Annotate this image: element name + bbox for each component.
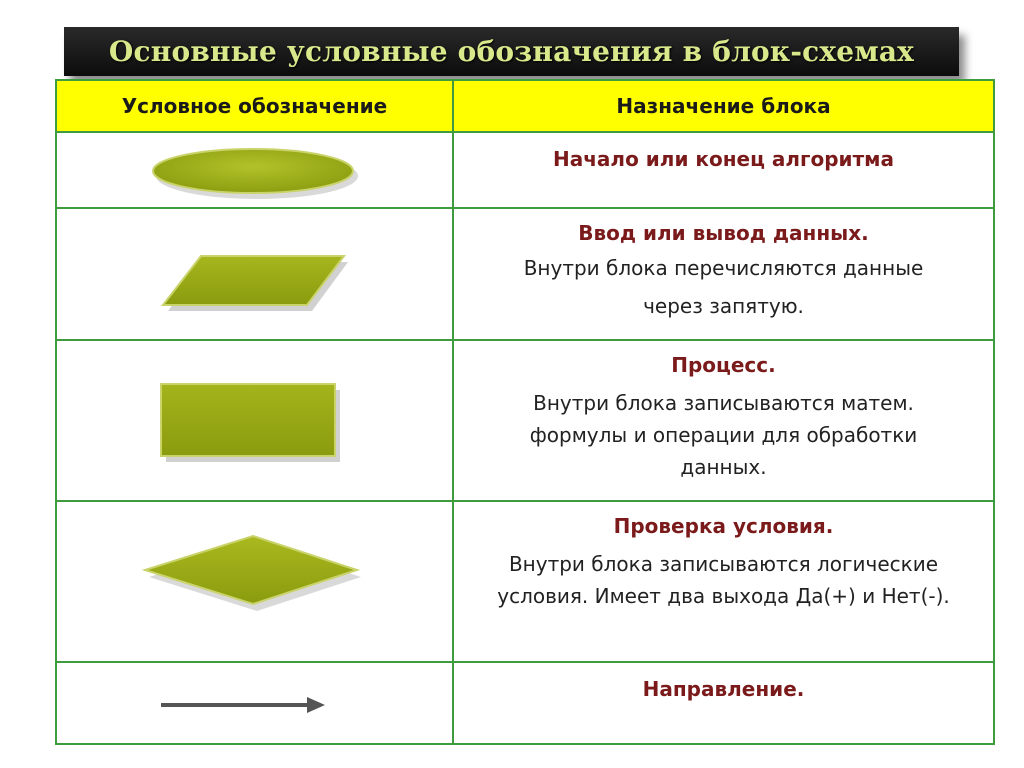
header-row	[56, 80, 994, 132]
description-body	[454, 387, 993, 483]
description-title: Начало или конец алгоритма	[552, 147, 895, 171]
description-cell	[453, 662, 994, 744]
description-line: данных.	[680, 455, 767, 479]
description-cell	[453, 501, 994, 662]
header-symbol: Условное обозначение	[56, 80, 453, 132]
description-cell	[453, 340, 994, 501]
rhombus-icon	[57, 502, 452, 661]
description-line: Внутри блока записываются логические	[508, 552, 939, 576]
parallelogram-icon	[57, 209, 452, 339]
description-line: условия. Имеет два выхода Да(+) и Нет(-).	[497, 584, 950, 608]
symbol-cell	[56, 662, 453, 744]
description-cell	[453, 208, 994, 340]
description-title: Проверка условия.	[613, 514, 834, 538]
description-line: через запятую.	[643, 294, 804, 318]
arrow-icon	[57, 663, 452, 743]
flowchart-legend-table	[55, 79, 995, 745]
symbol-cell	[56, 340, 453, 501]
description-body	[454, 249, 993, 325]
description-line: Внутри блока перечисляются данные	[523, 256, 924, 280]
description-title: Процесс.	[671, 353, 776, 377]
table-row	[56, 132, 994, 208]
table-row	[56, 501, 994, 662]
ellipse-icon	[57, 133, 452, 207]
description-title: Направление.	[642, 677, 805, 701]
page-title: Основные условные обозначения в блок-схемах	[108, 35, 915, 68]
description-body	[454, 548, 993, 612]
symbol-cell	[56, 132, 453, 208]
symbol-cell	[56, 208, 453, 340]
table-row	[56, 208, 994, 340]
symbol-cell	[56, 501, 453, 662]
title-banner	[64, 27, 959, 76]
table-row	[56, 340, 994, 501]
description-line: формулы и операции для обработки	[529, 423, 918, 447]
header-purpose: Назначение блока	[453, 80, 994, 132]
rectangle-icon	[57, 341, 452, 500]
description-line: Внутри блока записываются матем.	[533, 391, 914, 415]
description-title: Ввод или вывод данных.	[578, 221, 869, 245]
table-row	[56, 662, 994, 744]
description-cell	[453, 132, 994, 208]
